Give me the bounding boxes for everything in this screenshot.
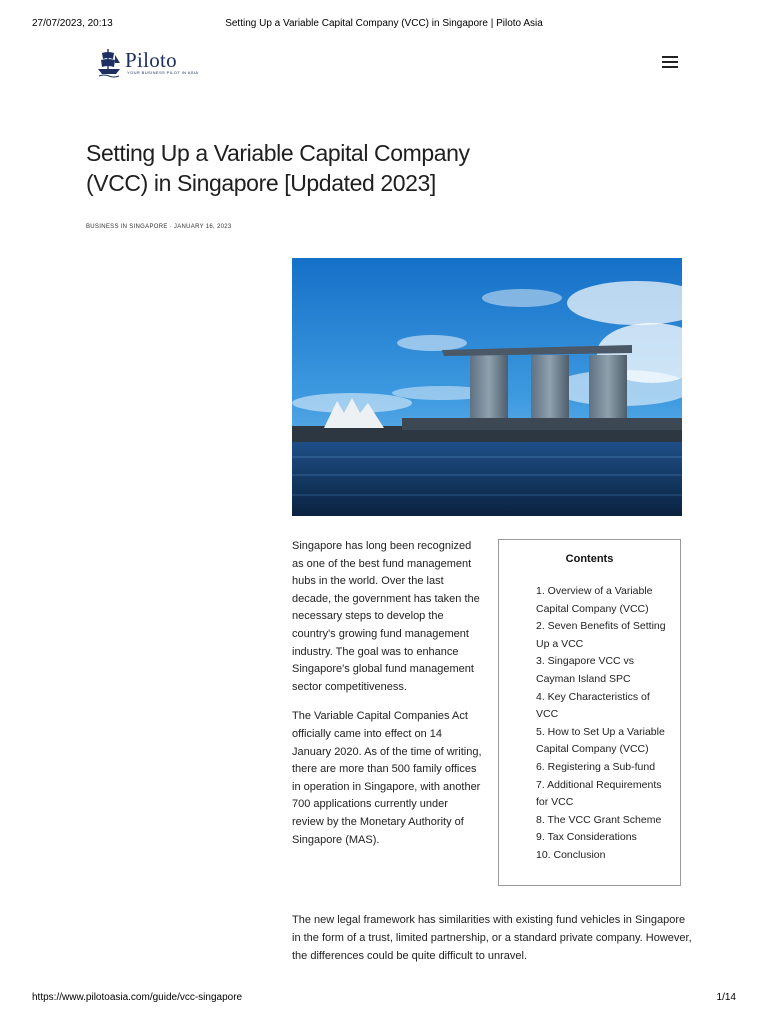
print-document-title: Setting Up a Variable Capital Company (VCC) in Singapore | Piloto Asia (225, 18, 543, 29)
article-intro (292, 538, 482, 849)
toc-item[interactable]: 3. Singapore VCC vs Cayman Island SPC (536, 655, 635, 685)
paragraph: Singapore has long been recognized as one of the best fund management hubs in the world. Over the last decade, the government has taken the necessary steps to develop the country's growing fund management industry. The goal was to enhance Singapore's global fund management sector competitiveness. (292, 540, 480, 693)
brand-name: Piloto (125, 47, 177, 72)
toc-item[interactable]: 8. The VCC Grant Scheme (536, 813, 662, 826)
toc-item[interactable]: 7. Additional Requirements for VCC (536, 778, 662, 809)
toc-title: Contents (565, 553, 614, 565)
hero-image (292, 258, 682, 516)
hamburger-menu-icon[interactable] (662, 56, 678, 68)
page-number: 1/14 (716, 992, 736, 1003)
article-title: Setting Up a Variable Capital Company (VCC) in Singapore [Updated 2023] (86, 140, 470, 196)
toc-item[interactable]: 2. Seven Benefits of Setting Up a VCC (536, 620, 666, 650)
brand-tagline: YOUR BUSINESS PILOT IN ASIA (127, 69, 199, 75)
print-url: https://www.pilotoasia.com/guide/vcc-singapore (32, 992, 243, 1003)
toc-item[interactable]: 5. How to Set Up a Variable Capital Company (VCC) (536, 725, 665, 756)
toc-item[interactable]: 1. Overview of a Variable Capital Company (VCC) (536, 585, 653, 615)
toc-item[interactable]: 9. Tax Considerations (536, 831, 637, 844)
toc-item[interactable]: 10. Conclusion (536, 848, 606, 861)
print-timestamp: 27/07/2023, 20:13 (32, 18, 113, 29)
toc-list (499, 583, 680, 865)
site-logo[interactable] (96, 46, 198, 78)
sailing-ship-icon (96, 46, 122, 78)
paragraph: The new legal framework has similarities with existing fund vehicles in Singapore in the form of a trust, limited partnership, or a standard private company. However, the differences could be quite difficult to unravel. (292, 914, 692, 962)
marina-bay-sands-image (292, 258, 682, 516)
category-link[interactable]: BUSINESS IN SINGAPORE (86, 224, 168, 230)
toc-item[interactable]: 6. Registering a Sub-fund (536, 760, 656, 773)
paragraph: The Variable Capital Companies Act officially came into effect on 14 January 2020. As of the time of writing, there are more than 500 family offices in operation in Singapore, with another 700 applications currently under review by the Monetary Authority of Singapore (MAS). (292, 710, 482, 846)
meta-separator: · (169, 224, 172, 230)
toc-item[interactable]: 4. Key Characteristics of VCC (536, 690, 650, 721)
print-header (0, 18, 768, 32)
publish-date: JANUARY 16, 2023 (173, 224, 232, 230)
article-meta (86, 224, 232, 230)
table-of-contents (498, 539, 681, 886)
